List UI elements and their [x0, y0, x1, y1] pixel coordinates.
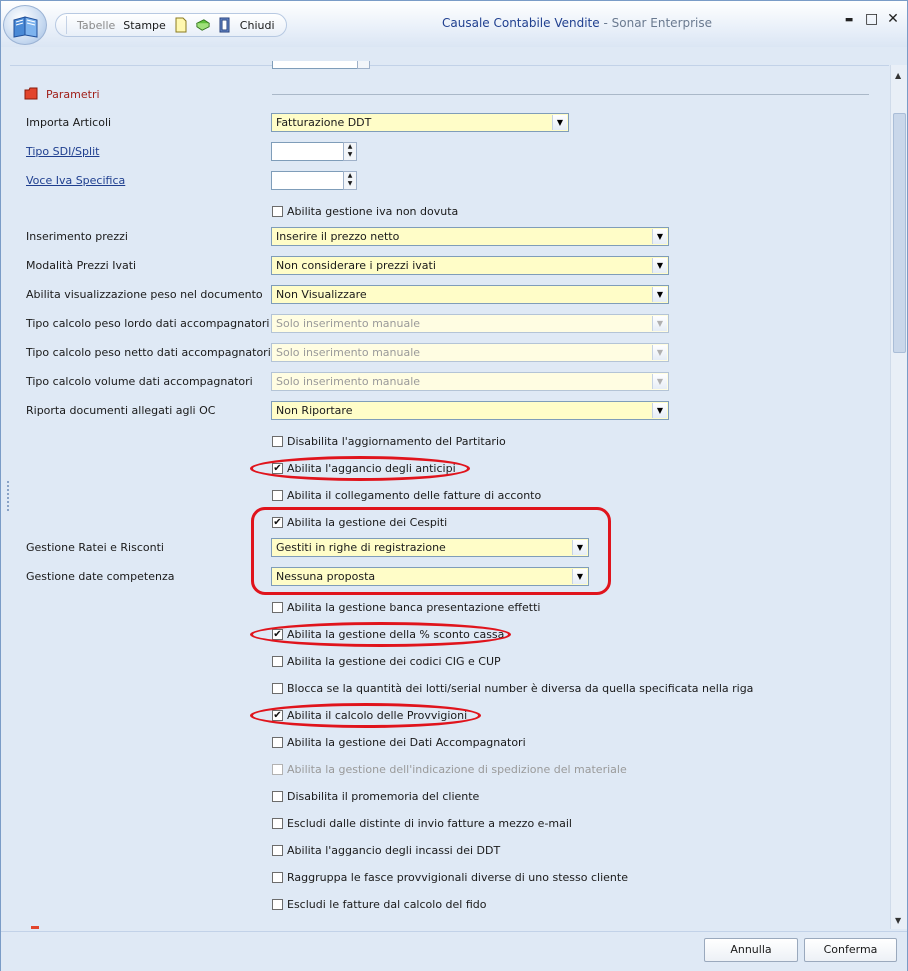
window-title-text: Causale Contabile Vendite [442, 16, 600, 30]
new-document-icon[interactable] [174, 17, 188, 33]
peso-netto-value: Solo inserimento manuale [276, 346, 421, 359]
partial-spin-top [357, 61, 370, 69]
splitter-grip[interactable] [7, 481, 9, 511]
visualizzazione-peso-value: Non Visualizzare [276, 288, 367, 301]
stampe-menu[interactable]: Stampe [123, 18, 166, 32]
spin-down-icon[interactable]: ▼ [347, 180, 353, 187]
aggancio-anticipi-checkbox[interactable] [272, 462, 456, 475]
checkbox-label: Blocca se la quantità dei lotti/serial number è diversa da quella specificata nella riga [287, 682, 754, 695]
distinte-email-checkbox[interactable] [272, 817, 572, 830]
chevron-down-icon[interactable]: ▼ [652, 229, 667, 244]
modalita-prezzi-select[interactable] [271, 256, 669, 275]
visualizzazione-peso-select[interactable] [271, 285, 669, 304]
provvigioni-checkbox[interactable] [272, 709, 467, 722]
partial-field-top [272, 61, 358, 69]
fatture-acconto-checkbox[interactable] [272, 489, 541, 502]
checkbox-box[interactable] [272, 656, 283, 667]
voce-iva-field[interactable] [271, 171, 357, 190]
inserimento-prezzi-value: Inserire il prezzo netto [276, 230, 400, 243]
checkbox-box[interactable] [272, 436, 283, 447]
checkbox-box[interactable]: ✔ [273, 629, 282, 640]
incassi-ddt-checkbox[interactable] [272, 844, 500, 857]
vertical-scrollbar[interactable] [890, 65, 907, 929]
tipo-sdi-link[interactable]: Tipo SDI/Split [26, 145, 100, 158]
checkbox-box[interactable] [272, 683, 283, 694]
importa-articoli-value: Fatturazione DDT [276, 116, 372, 129]
tabelle-menu[interactable]: Tabelle [77, 18, 116, 32]
maximize-icon[interactable]: □ [865, 11, 879, 27]
checkbox-label: Disabilita l'aggiornamento del Partitario [287, 435, 506, 448]
scrollbar-thumb[interactable] [893, 113, 906, 353]
peso-lordo-value: Solo inserimento manuale [276, 317, 421, 330]
cig-cup-checkbox[interactable] [272, 655, 501, 668]
importa-articoli-select[interactable] [271, 113, 569, 132]
title-separator: - [599, 16, 612, 30]
modalita-prezzi-value: Non considerare i prezzi ivati [276, 259, 436, 272]
spin-buttons[interactable] [343, 171, 357, 190]
checkbox-box[interactable]: ✔ [273, 517, 282, 528]
banca-effetti-checkbox[interactable] [272, 601, 540, 614]
chevron-down-icon: ▼ [652, 345, 667, 360]
annulla-button[interactable]: Annulla [704, 938, 798, 962]
ratei-risconti-value: Gestiti in righe di registrazione [276, 541, 446, 554]
app-name: Sonar Enterprise [611, 16, 713, 30]
checkbox-box[interactable]: ✔ [273, 463, 282, 474]
ratei-risconti-label: Gestione Ratei e Risconti [26, 541, 164, 554]
checkbox-label: Abilita gestione iva non dovuta [287, 205, 459, 218]
dati-accompagnatori-checkbox[interactable] [272, 736, 526, 749]
chevron-down-icon: ▼ [652, 374, 667, 389]
chevron-down-icon: ▼ [652, 316, 667, 331]
spin-up-icon[interactable]: ▲ [347, 143, 353, 150]
book-green-icon[interactable] [196, 17, 210, 33]
ratei-risconti-select[interactable] [271, 538, 589, 557]
inserimento-prezzi-select[interactable] [271, 227, 669, 246]
chiudi-button[interactable]: Chiudi [239, 18, 275, 32]
chevron-down-icon[interactable]: ▼ [572, 540, 587, 555]
chevron-down-icon[interactable]: ▼ [552, 115, 567, 130]
tipo-sdi-field[interactable] [271, 142, 357, 161]
section-divider [272, 94, 869, 95]
checkbox-label: Disabilita il promemoria del cliente [287, 790, 480, 803]
calcolo-fido-checkbox[interactable] [272, 898, 487, 911]
checkbox-label: Abilita il calcolo delle Provvigioni [287, 709, 468, 722]
volume-label: Tipo calcolo volume dati accompagnatori [26, 375, 253, 388]
sconto-cassa-checkbox[interactable] [272, 628, 504, 641]
title-bar [1, 1, 907, 47]
window-title [442, 16, 712, 30]
peso-netto-select [271, 343, 669, 362]
checkbox-box[interactable] [272, 845, 283, 856]
disabilita-partitario-checkbox[interactable] [272, 435, 506, 448]
checkbox-box[interactable] [272, 206, 283, 217]
checkbox-label: Abilita la gestione dell'indicazione di spedizione del materiale [287, 763, 627, 776]
app-menu-button[interactable] [3, 5, 47, 45]
modalita-prezzi-label: Modalità Prezzi Ivati [26, 259, 137, 272]
iva-non-dovuta-checkbox[interactable] [272, 205, 458, 218]
importa-articoli-label: Importa Articoli [26, 116, 112, 129]
exit-door-icon[interactable] [218, 17, 232, 33]
riporta-documenti-value: Non Riportare [276, 404, 353, 417]
checkbox-label: Abilita la gestione della % sconto cassa [287, 628, 505, 641]
volume-value: Solo inserimento manuale [276, 375, 421, 388]
spedizione-checkbox [272, 763, 627, 776]
quick-access-toolbar [55, 13, 287, 37]
dialog-footer [1, 931, 907, 971]
minimize-icon[interactable]: ▬ [844, 15, 854, 25]
checkbox-box[interactable]: ✔ [273, 710, 282, 721]
partial-section-icon [31, 926, 39, 929]
scroll-down-icon[interactable]: ▼ [895, 916, 902, 925]
checkbox-label: Abilita l'aggancio degli anticipi [287, 462, 456, 475]
checkbox-label: Raggruppa le fasce provvigionali diverse di uno stesso cliente [287, 871, 628, 884]
cespiti-checkbox[interactable] [272, 516, 447, 529]
checkbox-box[interactable] [272, 872, 283, 883]
checkbox-box [272, 764, 283, 775]
visualizzazione-peso-label: Abilita visualizzazione peso nel documento [26, 288, 263, 301]
checkbox-box[interactable] [272, 818, 283, 829]
riporta-documenti-select[interactable] [271, 401, 669, 420]
peso-netto-label: Tipo calcolo peso netto dati accompagnatori [26, 346, 271, 359]
peso-lordo-select [271, 314, 669, 333]
checkbox-label: Abilita l'aggancio degli incassi dei DDT [287, 844, 501, 857]
toolbar-separator [66, 16, 67, 34]
chevron-down-icon[interactable]: ▼ [572, 569, 587, 584]
riporta-documenti-label: Riporta documenti allegati agli OC [26, 404, 216, 417]
checkbox-label: Abilita la gestione dei codici CIG e CUP [287, 655, 501, 668]
checkbox-label: Escludi dalle distinte di invio fatture a mezzo e-mail [287, 817, 572, 830]
scroll-up-icon[interactable]: ▲ [895, 71, 902, 80]
peso-lordo-label: Tipo calcolo peso lordo dati accompagnatori [26, 317, 270, 330]
fasce-provvigionali-checkbox[interactable] [272, 871, 628, 884]
conferma-button[interactable]: Conferma [804, 938, 897, 962]
inserimento-prezzi-label: Inserimento prezzi [26, 230, 128, 243]
chevron-down-icon[interactable]: ▼ [652, 403, 667, 418]
volume-select [271, 372, 669, 391]
spin-up-icon[interactable]: ▲ [347, 172, 353, 179]
chevron-down-icon[interactable]: ▼ [652, 287, 667, 302]
checkbox-box[interactable] [272, 737, 283, 748]
checkbox-label: Abilita la gestione dei Dati Accompagnatori [287, 736, 526, 749]
close-icon[interactable]: ✕ [887, 11, 899, 27]
checkbox-label: Abilita il collegamento delle fatture di acconto [287, 489, 542, 502]
promemoria-checkbox[interactable] [272, 790, 479, 803]
blocca-lotti-checkbox[interactable] [272, 682, 753, 695]
book-icon [11, 12, 41, 40]
section-title: Parametri [46, 88, 100, 101]
spin-down-icon[interactable]: ▼ [347, 151, 353, 158]
date-competenza-value: Nessuna proposta [276, 570, 376, 583]
checkbox-label: Abilita la gestione banca presentazione effetti [287, 601, 541, 614]
window-controls [843, 11, 899, 29]
voce-iva-link[interactable]: Voce Iva Specifica [26, 174, 126, 187]
checkbox-box[interactable] [272, 791, 283, 802]
spin-buttons[interactable] [343, 142, 357, 161]
date-competenza-select[interactable] [271, 567, 589, 586]
checkbox-label: Escludi le fatture dal calcolo del fido [287, 898, 487, 911]
checkbox-box[interactable] [272, 899, 283, 910]
checkbox-label: Abilita la gestione dei Cespiti [287, 516, 448, 529]
date-competenza-label: Gestione date competenza [26, 570, 175, 583]
checkbox-box[interactable] [272, 602, 283, 613]
chevron-down-icon[interactable]: ▼ [652, 258, 667, 273]
checkbox-box[interactable] [272, 490, 283, 501]
folder-icon [24, 87, 38, 100]
